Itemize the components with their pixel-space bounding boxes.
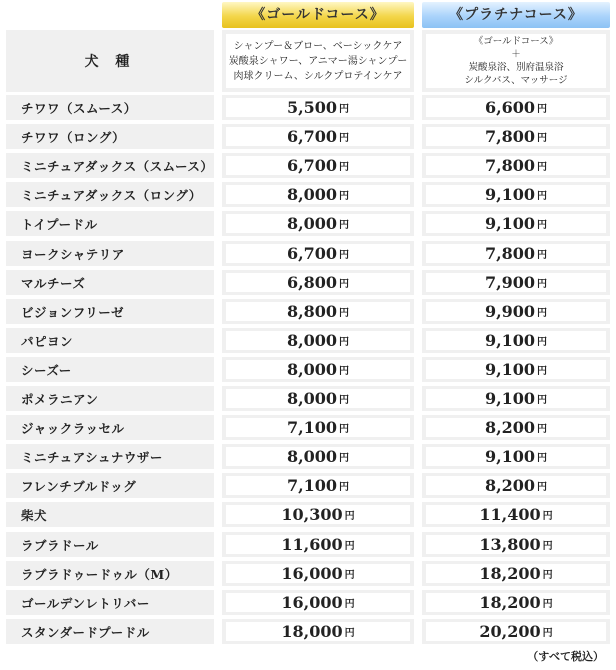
breed-name: チワワ（スムース）	[21, 101, 137, 116]
yen-unit: 円	[339, 365, 350, 377]
breed-name: ヨークシャテリア	[21, 246, 125, 262]
breed-cell	[6, 590, 214, 615]
gold-price: 18,000	[281, 621, 343, 641]
breed-cell	[6, 211, 214, 236]
table-row	[0, 590, 616, 615]
platinum-price-cell	[422, 124, 610, 149]
gold-price-cell	[222, 153, 414, 178]
platinum-price-cell	[422, 328, 610, 353]
breed-cell	[6, 415, 214, 440]
platinum-price: 6,600	[484, 98, 536, 117]
platinum-price: 13,800	[479, 534, 541, 554]
table-row	[0, 386, 616, 411]
yen-unit: 円	[542, 511, 553, 523]
gold-price-cell	[222, 124, 414, 149]
gold-price: 6,700	[286, 156, 338, 176]
yen-unit: 円	[537, 482, 548, 494]
gold-price: 10,300	[281, 505, 343, 525]
breed-cell	[6, 153, 214, 178]
breed-name: ミニチュアシュナウザー	[21, 450, 163, 466]
gold-price-cell	[222, 299, 414, 324]
gold-price-cell	[222, 95, 414, 120]
gold-price: 8,800	[286, 301, 338, 321]
breed-name: スタンダードプードル	[21, 624, 150, 640]
yen-unit: 円	[537, 336, 548, 348]
gold-price-cell	[222, 473, 414, 498]
yen-unit: 円	[537, 191, 548, 203]
platinum-price-cell	[422, 473, 610, 498]
platinum-price-cell	[422, 415, 610, 440]
breed-column-header	[6, 30, 214, 92]
yen-unit: 円	[537, 453, 548, 465]
platinum-price-cell	[422, 153, 610, 178]
yen-unit: 円	[339, 220, 350, 232]
gold-price: 16,000	[281, 592, 343, 612]
platinum-price: 9,100	[484, 359, 536, 379]
table-row	[0, 270, 616, 295]
platinum-price-cell	[422, 357, 610, 382]
platinum-price-cell	[422, 619, 610, 644]
platinum-price: 9,100	[484, 447, 536, 467]
gold-price-cell	[222, 270, 414, 295]
platinum-price-cell	[422, 561, 610, 586]
gold-price-cell	[222, 532, 414, 557]
gold-price: 6,700	[286, 127, 338, 147]
platinum-course-title: 《プラチナコース》	[422, 2, 610, 28]
yen-unit: 円	[344, 511, 355, 523]
table-row	[0, 444, 616, 469]
breed-name: ジャックラッセル	[21, 421, 125, 437]
yen-unit: 円	[339, 453, 350, 465]
table-row	[0, 299, 616, 324]
breed-cell	[6, 473, 214, 498]
tax-note: （すべて税込）	[527, 650, 604, 663]
yen-unit: 円	[537, 162, 548, 174]
yen-unit: 円	[339, 424, 350, 436]
breed-name: ラブラドール	[21, 537, 99, 553]
platinum-price-cell	[422, 241, 610, 266]
gold-price-cell	[222, 211, 414, 236]
yen-unit: 円	[537, 424, 548, 436]
breed-cell	[6, 502, 214, 527]
platinum-price: 18,200	[479, 563, 541, 583]
yen-unit: 円	[344, 627, 355, 639]
platinum-price: 8,200	[484, 418, 536, 438]
breed-cell	[6, 95, 214, 120]
table-row	[0, 502, 616, 527]
yen-unit: 円	[542, 598, 553, 610]
gold-course-title: 《ゴールドコース》	[222, 2, 414, 28]
yen-unit: 円	[339, 249, 350, 261]
platinum-price: 7,800	[484, 156, 536, 176]
table-row	[0, 241, 616, 266]
breed-name: 柴犬	[21, 508, 48, 524]
gold-price: 6,700	[286, 243, 338, 263]
breed-cell	[6, 270, 214, 295]
table-row	[0, 153, 616, 178]
breed-cell	[6, 241, 214, 266]
yen-unit: 円	[344, 540, 355, 552]
platinum-price-cell	[422, 502, 610, 527]
yen-unit: 円	[537, 133, 548, 145]
platinum-price-cell	[422, 590, 610, 615]
breed-cell	[6, 561, 214, 586]
yen-unit: 円	[339, 133, 350, 145]
breed-cell	[6, 386, 214, 411]
breed-name: ミニチュアダックス（スムース）	[21, 159, 214, 175]
yen-unit: 円	[339, 162, 350, 174]
platinum-price: 7,800	[484, 127, 536, 147]
gold-price: 8,000	[286, 447, 338, 467]
breed-cell	[6, 328, 214, 353]
gold-price: 8,000	[286, 185, 338, 205]
yen-unit: 円	[537, 104, 548, 115]
gold-price-cell	[222, 590, 414, 615]
yen-unit: 円	[339, 395, 350, 406]
gold-price-cell	[222, 328, 414, 353]
platinum-price: 20,200	[479, 621, 541, 641]
platinum-price-cell	[422, 532, 610, 557]
gold-price: 5,500	[286, 98, 338, 117]
gold-price-cell	[222, 415, 414, 440]
gold-price-cell	[222, 241, 414, 266]
breed-cell	[6, 444, 214, 469]
yen-unit: 円	[339, 482, 350, 494]
table-row	[0, 532, 616, 557]
table-row	[0, 473, 616, 498]
yen-unit: 円	[537, 395, 548, 406]
yen-unit: 円	[339, 307, 350, 319]
table-row	[0, 95, 616, 120]
table-row	[0, 182, 616, 207]
gold-desc-text: シャンプー＆ブロー、ベーシックケア 炭酸泉シャワー、アニマー湯シャンプー 肉球クリーム、シルクプロテインケア	[228, 40, 408, 82]
yen-unit: 円	[339, 336, 350, 348]
table-row	[0, 619, 616, 644]
yen-unit: 円	[339, 191, 350, 203]
table-row	[0, 357, 616, 382]
breed-name: ミニチュアダックス（ロング）	[21, 188, 202, 204]
platinum-desc-text: 《ゴールドコース》 ＋ 炭酸泉浴、別府温泉浴 シルクバス、マッサージ	[464, 36, 568, 86]
platinum-price: 9,100	[484, 214, 536, 234]
platinum-price: 8,200	[484, 476, 536, 496]
platinum-price: 11,400	[479, 505, 541, 525]
yen-unit: 円	[339, 278, 350, 290]
breed-cell	[6, 619, 214, 644]
platinum-price-cell	[422, 182, 610, 207]
breed-name: チワワ（ロング）	[21, 130, 126, 146]
table-row	[0, 561, 616, 586]
gold-price-cell	[222, 561, 414, 586]
gold-price: 7,100	[286, 418, 338, 438]
breed-name: ビジョンフリーゼ	[21, 304, 125, 320]
yen-unit: 円	[537, 249, 548, 261]
breed-name: マルチーズ	[21, 275, 86, 291]
breed-header-label: 犬 種	[84, 54, 136, 70]
gold-price: 6,800	[286, 272, 338, 292]
gold-price: 8,000	[286, 330, 338, 350]
gold-price: 8,000	[286, 389, 338, 408]
table-row	[0, 415, 616, 440]
yen-unit: 円	[542, 627, 553, 639]
breed-name: ポメラニアン	[21, 392, 99, 407]
breed-cell	[6, 124, 214, 149]
table-row	[0, 124, 616, 149]
gold-price: 16,000	[281, 563, 343, 583]
breed-name: フレンチブルドッグ	[21, 479, 137, 495]
platinum-price: 9,100	[484, 330, 536, 350]
platinum-price-cell	[422, 95, 610, 120]
gold-price: 8,000	[286, 359, 338, 379]
yen-unit: 円	[344, 598, 355, 610]
breed-name: シーズー	[21, 362, 72, 378]
gold-price: 7,100	[286, 476, 338, 496]
gold-price-cell	[222, 502, 414, 527]
yen-unit: 円	[537, 220, 548, 232]
breed-cell	[6, 299, 214, 324]
breed-cell	[6, 182, 214, 207]
table-row	[0, 211, 616, 236]
gold-price-cell	[222, 357, 414, 382]
platinum-price: 18,200	[479, 592, 541, 612]
breed-name: ラブラドゥードゥル（M）	[21, 566, 178, 582]
yen-unit: 円	[537, 307, 548, 319]
gold-price: 8,000	[286, 214, 338, 234]
platinum-price-cell	[422, 270, 610, 295]
yen-unit: 円	[537, 365, 548, 377]
platinum-price: 7,900	[484, 272, 536, 292]
gold-price-cell	[222, 619, 414, 644]
platinum-course-description	[422, 30, 610, 92]
table-row	[0, 328, 616, 353]
yen-unit: 円	[542, 569, 553, 581]
yen-unit: 円	[344, 569, 355, 581]
breed-cell	[6, 357, 214, 382]
breed-name: ゴールデンレトリバー	[21, 595, 150, 611]
gold-price-cell	[222, 444, 414, 469]
platinum-price-cell	[422, 386, 610, 411]
yen-unit: 円	[542, 540, 553, 552]
platinum-price: 9,900	[484, 301, 536, 321]
breed-name: パピヨン	[21, 333, 74, 349]
platinum-price: 7,800	[484, 243, 536, 263]
platinum-price: 9,100	[484, 389, 536, 408]
platinum-price: 9,100	[484, 185, 536, 205]
platinum-price-cell	[422, 444, 610, 469]
gold-price: 11,600	[281, 534, 343, 554]
yen-unit: 円	[537, 278, 548, 290]
gold-price-cell	[222, 386, 414, 411]
breed-cell	[6, 532, 214, 557]
platinum-price-cell	[422, 299, 610, 324]
gold-price-cell	[222, 182, 414, 207]
platinum-price-cell	[422, 211, 610, 236]
breed-name: トイプードル	[21, 217, 98, 233]
yen-unit: 円	[339, 104, 350, 115]
gold-course-description	[222, 30, 414, 92]
